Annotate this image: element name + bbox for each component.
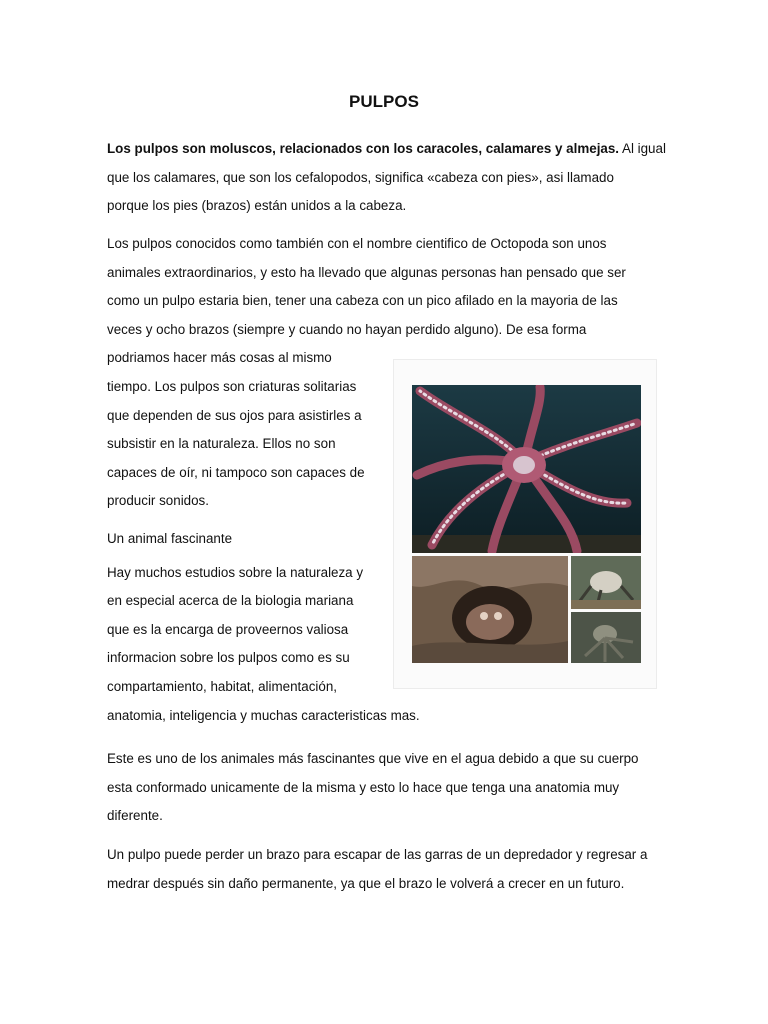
paragraph-line: anatomia, inteligencia y muchas caracteristicas mas.	[107, 707, 420, 723]
intro-bold-lead: Los pulpos son moluscos, relacionados con los caracoles, calamares y almejas.	[107, 141, 620, 156]
paragraph-intro-line-1	[107, 135, 667, 164]
paragraph-intro-line-3: porque los pies (brazos) están unidos a la cabeza.	[107, 198, 407, 214]
paragraph-line: como un pulpo estaria bien, tener una cabeza con un pico afilado en la mayoria de las	[107, 293, 618, 309]
octopus-cave-photo	[412, 556, 568, 663]
paragraph-line: Este es uno de los animales más fascinantes que vive en el agua debido a que su cuerpo	[107, 751, 639, 766]
paragraph-line: diferente.	[107, 808, 163, 824]
paragraph-brazo	[107, 841, 667, 898]
paragraph-line: producir sonidos.	[107, 493, 209, 509]
paragraph-line: en especial acerca de la biologia mariana	[107, 593, 354, 609]
paragraph-intro-line-2: que los calamares, que son los cefalopodos, significa «cabeza con pies», asi llamado	[107, 169, 614, 185]
paragraph-line: capaces de oír, ni tampoco son capaces de	[107, 464, 365, 480]
octopus-photo-collage	[393, 359, 657, 689]
intro-line-1-rest: Al igual	[619, 141, 666, 156]
paragraph-line: que dependen de sus ojos para asistirles a	[107, 407, 362, 423]
paragraph-line: veces y ocho brazos (siempre y cuando no hayan perdido alguno). De esa forma	[107, 321, 587, 337]
octopus-main-photo	[412, 385, 641, 553]
paragraph-line: podriamos hacer más cosas al mismo	[107, 350, 332, 366]
paragraph-intro	[107, 135, 667, 221]
paragraph-line: tiempo. Los pulpos son criaturas solitarias	[107, 378, 357, 394]
octopus-small-photo-2	[571, 612, 641, 663]
paragraph-line: compartamiento, habitat, alimentación,	[107, 678, 337, 694]
paragraph-line: animales extraordinarios, y esto ha llevado que algunas personas han pensado que ser	[107, 264, 626, 280]
octopus-small-photo-1	[571, 556, 641, 609]
paragraph-line: que es la encarga de proveernos valiosa	[107, 621, 349, 637]
paragraph-line: medrar después sin daño permanente, ya que el brazo le volverá a crecer en un futuro.	[107, 875, 625, 891]
paragraph-line: Los pulpos conocidos como también con el nombre cientifico de Octopoda son unos	[107, 236, 607, 251]
document-title: PULPOS	[349, 92, 419, 111]
paragraph-line: informacion sobre los pulpos como es su	[107, 650, 350, 666]
paragraph-line: subsistir en la naturaleza. Ellos no son	[107, 436, 336, 452]
paragraph-line: esta conformado unicamente de la misma y esto lo hace que tenga una anatomia muy	[107, 779, 620, 795]
paragraph-anatomia	[107, 745, 667, 831]
paragraph-line: Hay muchos estudios sobre la naturaleza y	[107, 564, 364, 580]
paragraph-line: Un pulpo puede perder un brazo para escapar de las garras de un depredador y regresar a	[107, 847, 648, 862]
subheading: Un animal fascinante	[107, 531, 233, 546]
